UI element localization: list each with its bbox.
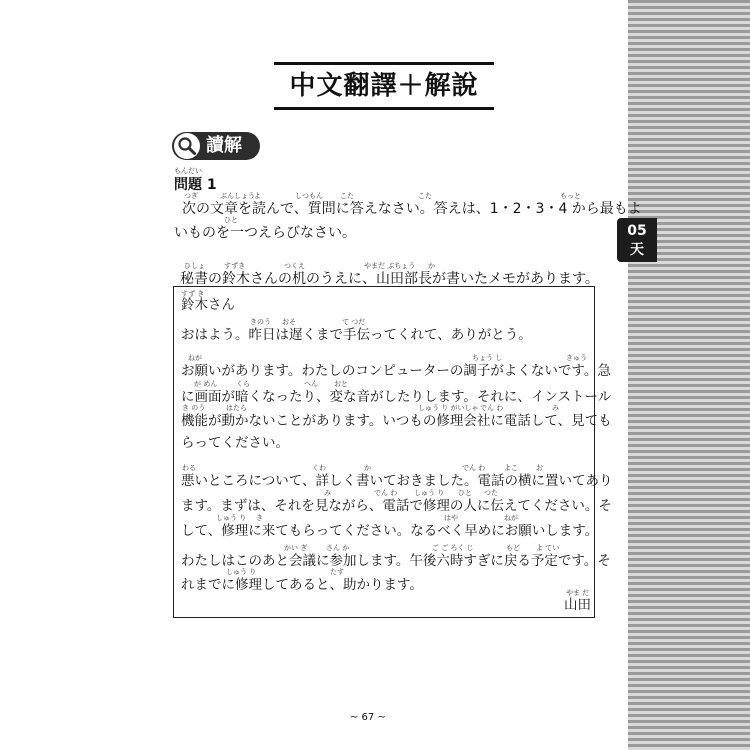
- memo-paragraph-3-line-3: して、修理に来てもらってください。なるべく早めにお願いします。: [181, 523, 599, 539]
- ruby: つた: [484, 489, 498, 497]
- ruby: でん わ: [462, 464, 486, 472]
- memo-paragraph-3-line-2: ます。まずは、それを見ながら、電話で修理の人に伝えてください。そ: [181, 498, 612, 514]
- ruby: ねが: [504, 514, 518, 522]
- section-badge: [172, 132, 260, 160]
- page-edge-strip: [628, 0, 750, 750]
- ruby: ちょう し: [472, 354, 503, 362]
- memo-paragraph-4-line-2: れまでに修理してあると、助かります。: [181, 577, 423, 593]
- memo-paragraph-2-line-3: 機能が動かないことがあります。いつもの修理会社に電話して、見ても: [181, 413, 612, 429]
- ruby: わる: [182, 464, 196, 472]
- ruby: おそ: [282, 318, 296, 326]
- ruby: へん: [304, 380, 318, 388]
- ruby: よ: [254, 192, 261, 200]
- ruby: み: [552, 404, 559, 412]
- ruby: ねが: [188, 354, 202, 362]
- ruby: おと: [334, 380, 348, 388]
- ruby: しゅう り: [414, 489, 445, 497]
- ruby: ご ご ろく じ: [432, 544, 474, 552]
- ruby: ぶんしょう: [220, 192, 255, 200]
- ruby: やま だ: [566, 589, 590, 597]
- ruby: か: [364, 464, 371, 472]
- ruby: はや: [444, 514, 458, 522]
- ruby: かい ぎ: [284, 544, 308, 552]
- ruby: でん わ: [480, 404, 504, 412]
- ruby: き: [256, 514, 263, 522]
- page-number: ~ 67 ~: [350, 712, 386, 723]
- ruby: やまだ ぶちょう: [364, 262, 416, 270]
- memo-signature: 山田: [564, 597, 591, 613]
- ruby: か: [428, 262, 435, 270]
- ruby: でん わ: [374, 489, 398, 497]
- ruby: ひと: [224, 216, 238, 224]
- memo-paragraph-1: おはよう。昨日は遅くまで手伝ってくれて、ありがとう。: [181, 327, 532, 343]
- memo-paragraph-4-line-1: わたしはこのあと会議に参加します。午後六時すぎに戻る予定です。そ: [181, 553, 611, 569]
- ruby: すず き: [181, 290, 205, 298]
- ruby: もど: [506, 544, 520, 552]
- ruby: よこ: [504, 464, 518, 472]
- question-title: 問題 1: [174, 177, 217, 193]
- memo-paragraph-2-line-2: に画面が暗くなったり、変な音がしたりします。それに、インストール: [181, 389, 612, 405]
- instruction-line-2: いものを一つえらびなさい。: [174, 225, 356, 241]
- ruby: ひしょ: [184, 262, 205, 270]
- ruby: が めん: [194, 380, 218, 388]
- instruction-line-1: 次の文章を読んで、質問に答えなさい。答えは、1・2・3・4 から最もよ: [182, 201, 642, 217]
- ruby: つくえ: [284, 262, 305, 270]
- memo-greeting: 鈴木さん: [181, 297, 235, 313]
- memo-paragraph-2-line-4: らってください。: [181, 435, 289, 451]
- ruby: きゅう: [566, 354, 587, 362]
- ruby: つぎ: [184, 192, 198, 200]
- ruby: こた: [340, 192, 354, 200]
- memo-box: [173, 286, 613, 618]
- ruby: くわ: [312, 464, 326, 472]
- ruby: お: [536, 464, 543, 472]
- ruby: こた: [418, 192, 432, 200]
- day-tab-number: 05: [627, 223, 647, 239]
- section-label: 讀解: [206, 135, 242, 156]
- ruby: しゅう り: [226, 568, 257, 576]
- ruby: ひと: [458, 489, 472, 497]
- memo-paragraph-3-line-1: 悪いところについて、詳しく書いておきました。電話の横に置いてあり: [181, 473, 613, 489]
- magnifier-icon: [174, 133, 200, 159]
- ruby: き のう: [182, 404, 206, 412]
- day-tab: [617, 218, 657, 262]
- ruby: よ てい: [536, 544, 560, 552]
- ruby: たす: [330, 568, 344, 576]
- ruby: すずき: [224, 262, 246, 270]
- ruby: くら: [236, 380, 250, 388]
- day-tab-label: 天: [630, 242, 644, 258]
- ruby: もっと: [560, 192, 581, 200]
- ruby: さん か: [326, 544, 350, 552]
- memo-paragraph-2-line-1: お願いがあります。わたしのコンピューターの調子がよくないです。急: [181, 363, 611, 379]
- ruby: もんだい: [174, 167, 202, 175]
- ruby: しゅう り がいしゃ: [418, 404, 479, 412]
- intro-text: 秘書の鈴木さんの机のうえに、山田部長が書いたメモがあります。: [180, 271, 599, 287]
- ruby: きのう: [250, 318, 271, 326]
- page-title: 中文翻譯＋解說: [274, 62, 494, 110]
- ruby: しつもん: [295, 192, 323, 200]
- ruby: み: [324, 489, 331, 497]
- ruby: て つだ: [342, 318, 366, 326]
- ruby: しゅう り: [216, 514, 247, 522]
- ruby: はたら: [226, 404, 247, 412]
